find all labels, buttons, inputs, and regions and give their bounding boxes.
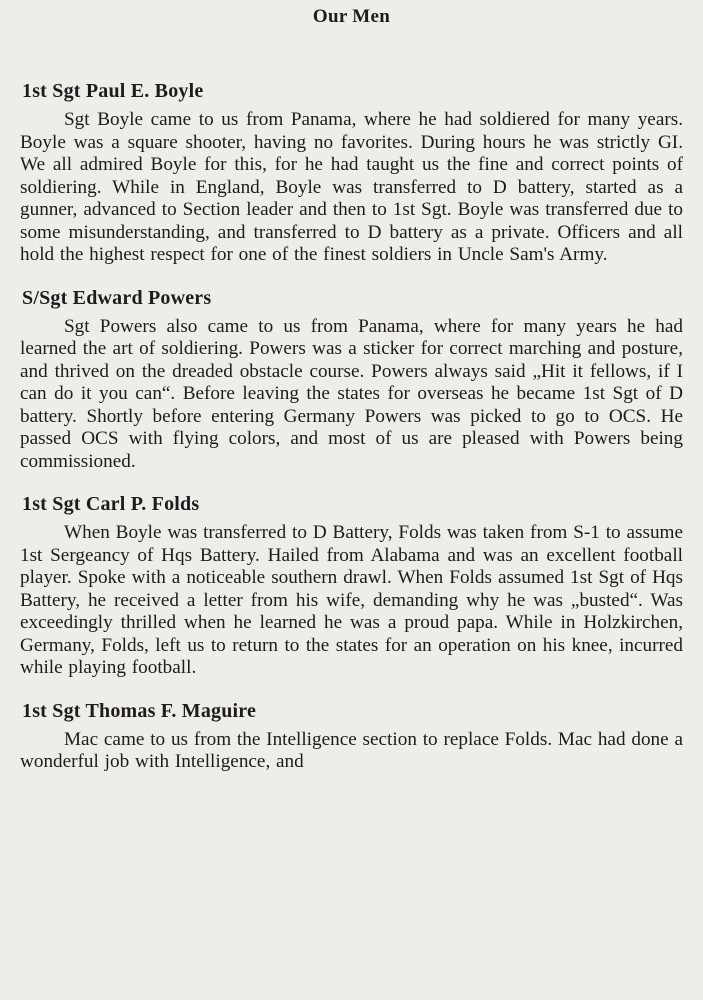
page-title: Our Men: [312, 6, 391, 27]
section-heading: 1st Sgt Paul E. Boyle: [22, 80, 204, 102]
section-heading: 1st Sgt Thomas F. Maguire: [22, 699, 257, 722]
section-body: Mac came to us from the Intelligence section to replace Folds. Mac had done a wonderful job with Intelligence, and: [20, 728, 683, 772]
section-powers: [20, 287, 683, 474]
section-body: Sgt Boyle came to us from Panama, where he had soldiered for many years. Boyle was a square shooter, having no favorites. During hours he was strictly GI. We all admired Boyle for this, for he had taught us the fine and correct points of soldiering. While in England, Boyle was transferred to D battery, started as a gunner, advanced to Section leader and then to 1st Sgt. Boyle was transferred due to some misunderstanding, and transferred to D battery as a private. Officers and all hold the highest respect for one of the finest soldiers in Uncle Sam's Army.: [20, 109, 683, 265]
section-body: Sgt Powers also came to us from Panama, where for many years he had learned the art of soldiering. Powers was a sticker for correct marching and posture, and thrived on the dreaded obstacle course. Powers always said „Hit it fellows, if I can do it you can“. Before leaving the states for overseas he became 1st Sgt of D battery. Shortly before entering Germany Powers was picked to go to OCS. He passed OCS with flying colors, and most of us are pleased with Powers being commissioned.: [20, 315, 683, 472]
section-heading: 1st Sgt Carl P. Folds: [22, 493, 200, 515]
section-maguire: [20, 700, 683, 774]
section-folds: [20, 493, 683, 680]
section-boyle: [20, 80, 683, 267]
section-body: When Boyle was transferred to D Battery, Folds was taken from S-1 to assume 1st Sergeancy of Hqs Battery. Hailed from Alabama and was an excellent football player. Spoke with a noticeable southern drawl. When Folds assumed 1st Sgt of Hqs Battery, he received a letter from his wife, demanding why he was „busted“. Was exceedingly thrilled when he learned he was a proud papa. While in Holzkirchen, Germany, Folds, left us to return to the states for an operation on his knee, incurred while playing football.: [20, 522, 683, 678]
section-heading: S/Sgt Edward Powers: [22, 286, 212, 309]
